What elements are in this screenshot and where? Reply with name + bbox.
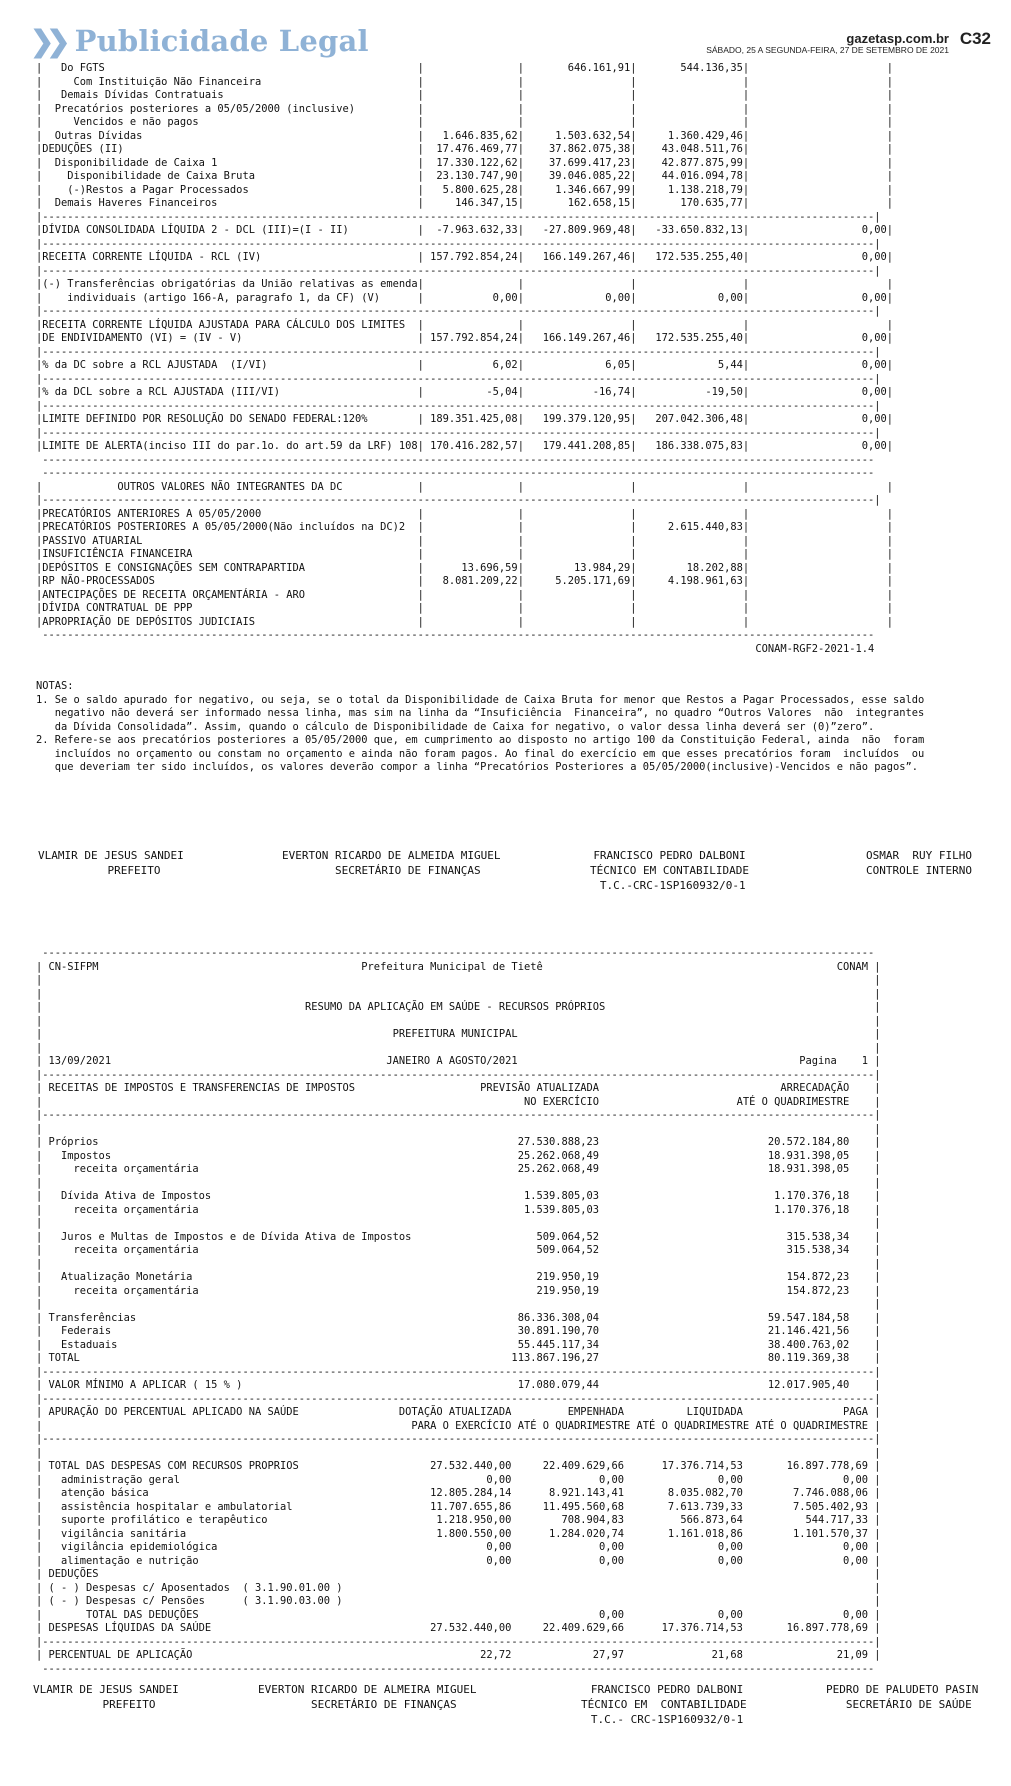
limite-senado-row: |LIMITE DEFINIDO POR RESOLUÇÃO DO SENADO FEDERAL:120% | 189.351.425,08| 199.379.120,95| 207.042.306,48| 0,00| — [36, 413, 894, 425]
divider: |-------------------------------------------------------------------------------------------------------------------------------------| — [36, 305, 881, 317]
table-row: | Demais Haveres Financeiros | 146.347,15| 162.658,15| 170.635,77| | — [36, 197, 894, 209]
brand-title: Publicidade Legal — [74, 24, 369, 58]
percentual-row: | PERCENTUAL DE APLICAÇÃO 22,72 27,97 21,68 21,09 | — [36, 1649, 881, 1661]
table-row: | TOTAL 113.867.196,27 80.119.369,38 | — [36, 1352, 881, 1364]
notes — [36, 680, 924, 775]
divider: |-------------------------------------------------------------------------------------------------------------------------------------| — [36, 494, 881, 506]
brand-logo — [30, 24, 369, 58]
divider: ------------------------------------------------------------------------------------------------------------------------------------- — [36, 467, 881, 479]
signature-block: FRANCISCO PEDRO DALBONI TÉCNICO EM CONTABILIDADE T.C.- CRC-1SP160932/0-1 — [581, 1683, 747, 1726]
table-row: | Atualização Monetária 219.950,19 154.872,23 | — [36, 1271, 881, 1283]
divider: |-------------------------------------------------------------------------------------------------------------------------------------| — [36, 1433, 881, 1445]
table-row: | receita orçamentária 219.950,19 154.872,23 | — [36, 1284, 881, 1297]
table-row: |RP NÃO-PROCESSADOS | 8.081.209,22| 5.205.171,69| 4.198.961,63| | — [36, 575, 894, 587]
table-row: | Federais 30.891.190,70 21.146.421,56 | — [36, 1325, 881, 1337]
apuracao-header: | PARA O EXERCÍCIO ATÉ O QUADRIMESTRE ATÉ O QUADRIMESTRE ATÉ O QUADRIMESTRE | — [36, 1419, 881, 1432]
report-header: | CN-SIFPM Prefeitura Municipal de Tietê CONAM | — [36, 960, 881, 973]
table-row: | Estaduais 55.445.117,34 38.400.763,02 | — [36, 1338, 881, 1351]
divider: |-------------------------------------------------------------------------------------------------------------------------------------| — [36, 426, 881, 439]
table-row: | ( - ) Despesas c/ Aposentados ( 3.1.90.01.00 ) | — [36, 1581, 881, 1594]
note-line: 1. Se o saldo apurado for negativo, ou seja, se o total da Disponibilidade de Caixa Bruta for menor que Restos a Pagar Processados, esse saldo — [36, 693, 925, 706]
pct-dc-row: |% da DC sobre a RCL AJUSTADA (I/VI) | 6,02| 6,05| 5,44| 0,00| — [36, 359, 894, 371]
signature-block: PEDRO DE PALUDETO PASIN SECRETÁRIO DE SAÚDE — [826, 1683, 979, 1711]
divider: ------------------------------------------------------------------------------------------------------------------------------------- — [36, 453, 881, 466]
page-code: C32 — [959, 29, 991, 48]
divider: |-------------------------------------------------------------------------------------------------------------------------------------| — [36, 1109, 881, 1121]
table-row: | receita orçamentária 25.262.068,49 18.931.398,05 | — [36, 1163, 881, 1175]
table-row: | receita orçamentária 509.064,52 315.538,34 | — [36, 1244, 881, 1256]
spacer: | | — [36, 1446, 881, 1459]
divider: |-------------------------------------------------------------------------------------------------------------------------------------| — [36, 237, 881, 250]
spacer: | | — [36, 1122, 881, 1135]
spacer: | | — [36, 974, 881, 986]
table-row: | TOTAL DAS DESPESAS COM RECURSOS PROPRIOS 27.532.440,00 22.409.629,66 17.376.714,53 16.897.778,69 | — [36, 1460, 881, 1472]
table-row: | ( - ) Despesas c/ Pensões ( 3.1.90.03.00 ) | — [36, 1595, 881, 1607]
dcl-liquida-row: |DÍVIDA CONSOLIDADA LÍQUIDA 2 - DCL (III)=(I - II) | -7.963.632,33| -27.809.969,48| -33.650.832,13| 0,00| — [36, 224, 894, 236]
table-row: | Juros e Multas de Impostos e de Dívida Ativa de Impostos 509.064,52 315.538,34 | — [36, 1230, 881, 1243]
report-subtitle: | PREFEITURA MUNICIPAL | — [36, 1028, 881, 1040]
table-row: |DÍVIDA CONTRATUAL DE PPP | | | | | — [36, 602, 894, 614]
valor-minimo-row: | VALOR MÍNIMO A APLICAR ( 15 % ) 17.080.079,44 12.017.905,40 | — [36, 1379, 881, 1391]
table-row: | | — [36, 1298, 881, 1310]
table-row: | receita orçamentária 1.539.805,03 1.170.376,18 | — [36, 1203, 881, 1216]
rcl-ajustada-row: |RECEITA CORRENTE LÍQUIDA AJUSTADA PARA CÁLCULO DOS LIMITES | | | | | — [36, 318, 894, 331]
pct-dcl-row: |% da DCL sobre a RCL AJUSTADA (III/VI) | -5,04| -16,74| -19,50| 0,00| — [36, 386, 894, 398]
table-row: | administração geral 0,00 0,00 0,00 0,00 | — [36, 1473, 881, 1486]
divider: |-------------------------------------------------------------------------------------------------------------------------------------| — [36, 210, 881, 223]
table-row: |PASSIVO ATUARIAL | | | | | — [36, 534, 894, 547]
table-row: | | — [36, 1217, 881, 1229]
table-row: | Do FGTS | | 646.161,91| 544.136,35| | — [36, 62, 894, 74]
dcl-report — [36, 62, 893, 656]
apuracao-header: | APURAÇÃO DO PERCENTUAL APLICADO NA SAÚDE DOTAÇÃO ATUALIZADA EMPENHADA LIQUIDADA PAGA | — [36, 1406, 881, 1418]
table-row: | Vencidos e não pagos | | | | | — [36, 116, 894, 128]
table-row: | Transferências 86.336.308,04 59.547.184,58 | — [36, 1311, 881, 1324]
site-name: gazetasp.com.br — [846, 31, 949, 46]
divider: |-------------------------------------------------------------------------------------------------------------------------------------| — [36, 1635, 881, 1648]
table-row: | Outras Dívidas | 1.646.835,62| 1.503.632,54| 1.360.429,46| | — [36, 129, 894, 142]
signature-block: VLAMIR DE JESUS SANDEI PREFEITO — [38, 849, 184, 877]
signature-block: EVERTON RICARDO DE ALMEIRA MIGUEL SECRETÁRIO DE FINANÇAS — [258, 1683, 477, 1711]
divider: |-------------------------------------------------------------------------------------------------------------------------------------| — [36, 1365, 881, 1378]
signature-block: VLAMIR DE JESUS SANDEI PREFEITO — [33, 1683, 179, 1711]
spacer: | | — [36, 1014, 881, 1027]
receitas-header: | RECEITAS DE IMPOSTOS E TRANSFERENCIAS DE IMPOSTOS PREVISÃO ATUALIZADA ARRECADAÇÃO | — [36, 1082, 881, 1094]
table-row: | Demais Dívidas Contratuais | | | | | — [36, 89, 894, 101]
table-row: | DESPESAS LÍQUIDAS DA SAÚDE 27.532.440,00 22.409.629,66 17.376.714,53 16.897.778,69 | — [36, 1622, 881, 1634]
table-row: |DEDUÇÕES (II) | 17.476.469,77| 37.862.075,38| 43.048.511,76| | — [36, 143, 894, 155]
spacer: | | — [36, 987, 881, 1000]
table-row: | | — [36, 1176, 881, 1189]
signature-block: FRANCISCO PEDRO DALBONI TÉCNICO EM CONTABILIDADE T.C.-CRC-1SP160932/0-1 — [590, 849, 749, 892]
note-line: 2. Refere-se aos precatórios posteriores a 05/05/2000 que, em cumprimento ao disposto no artigo 100 da Constituição Federal, ainda não foram — [36, 734, 925, 746]
divider: ------------------------------------------------------------------------------------------------------------------------------------- — [36, 1662, 881, 1675]
receitas-header: | NO EXERCÍCIO ATÉ O QUADRIMESTRE | — [36, 1095, 881, 1108]
table-row: | Próprios 27.530.888,23 20.572.184,80 | — [36, 1136, 881, 1148]
report-date-line: | 13/09/2021 JANEIRO A AGOSTO/2021 Pagina 1 | — [36, 1055, 881, 1067]
rcl-row: |RECEITA CORRENTE LÍQUIDA - RCL (IV) | 157.792.854,24| 166.149.267,46| 172.535.255,40| 0,00| — [36, 251, 894, 263]
table-row: | Com Instituição Não Financeira | | | | | — [36, 75, 894, 88]
rcl-ajustada-row: |DE ENDIVIDAMENTO (VI) = (IV - V) | 157.792.854,24| 166.149.267,46| 172.535.255,40| 0,00| — [36, 332, 894, 344]
table-row: | assistência hospitalar e ambulatorial 11.707.655,86 11.495.560,68 7.613.739,33 7.505.402,93 | — [36, 1500, 881, 1513]
note-line: negativo não deverá ser informado nessa linha, mas sim na linha da “Insuficiência Financeira”, no quadro “Outros Valores não integrantes — [36, 707, 925, 719]
table-row: | | — [36, 1257, 881, 1270]
table-row: | atenção básica 12.805.284,14 8.921.143,41 8.035.082,70 7.746.088,06 | — [36, 1487, 881, 1499]
table-row: |PRECATÓRIOS POSTERIORES A 05/05/2000(Não incluídos na DC)2 | | | 2.615.440,83| | — [36, 521, 894, 533]
limite-alerta-row: |LIMITE DE ALERTA(inciso III do par.1o. do art.59 da LRF) 108| 170.416.282,57| 179.441.208,85| 186.338.075,83| 0,00| — [36, 440, 894, 452]
note-line: que deveriam ter sido incluídos, os valores deverão compor a linha “Precatórios Posteriores a 05/05/2000(inclusive)-Vencidos e não pagos”. — [36, 761, 919, 773]
table-row: |ANTECIPAÇÕES DE RECEITA ORÇAMENTÁRIA - ARO | | | | | — [36, 588, 894, 601]
table-row: | TOTAL DAS DEDUÇÕES 0,00 0,00 0,00 | — [36, 1608, 881, 1621]
table-row: | Disponibilidade de Caixa 1 | 17.330.122,62| 37.699.417,23| 42.877.875,99| | — [36, 156, 894, 169]
table-row: |INSUFICIÊNCIA FINANCEIRA | | | | | — [36, 548, 894, 560]
table-row: |PRECATÓRIOS ANTERIORES A 05/05/2000 | | | | | — [36, 507, 894, 520]
divider: |-------------------------------------------------------------------------------------------------------------------------------------| — [36, 264, 881, 277]
divider: ------------------------------------------------------------------------------------------------------------------------------------- — [36, 947, 881, 959]
notes-title: NOTAS: — [36, 680, 74, 692]
outros-title: | OUTROS VALORES NÃO INTEGRANTES DA DC | | | | | — [36, 480, 894, 493]
table-row: | alimentação e nutrição 0,00 0,00 0,00 0,00 | — [36, 1554, 881, 1567]
dateline: SÁBADO, 25 A SEGUNDA-FEIRA, 27 DE SETEMBRO DE 2021 — [706, 45, 949, 55]
divider: |-------------------------------------------------------------------------------------------------------------------------------------| — [36, 1068, 881, 1081]
chevron-icon: ❯❯ — [30, 24, 63, 58]
page-header — [0, 0, 1011, 62]
report-code: CONAM-RGF2-2021-1.4 — [36, 642, 875, 655]
divider: |-------------------------------------------------------------------------------------------------------------------------------------| — [36, 399, 881, 412]
transferencias-row: | individuais (artigo 166-A, paragrafo 1, da CF) (V) | 0,00| 0,00| 0,00| 0,00| — [36, 291, 894, 304]
table-row: | Disponibilidade de Caixa Bruta | 23.130.747,90| 39.046.085,22| 44.016.094,78| | — [36, 170, 894, 182]
report-title: | RESUMO DA APLICAÇÃO EM SAÚDE - RECURSOS PRÓPRIOS | — [36, 1001, 881, 1013]
signature-block: EVERTON RICARDO DE ALMEIDA MIGUEL SECRETÁRIO DE FINANÇAS — [282, 849, 501, 877]
table-row: | Dívida Ativa de Impostos 1.539.805,03 1.170.376,18 | — [36, 1190, 881, 1202]
note-line: da Dívida Consolidada”. Assim, quando o cálculo de Disponibilidade de Caixa for negativo, o valor dessa linha deverá ser (0)”zero”. — [36, 720, 875, 733]
table-row: | Precatórios posteriores a 05/05/2000 (inclusive) | | | | | — [36, 102, 894, 115]
table-row: | DEDUÇÕES | — [36, 1568, 881, 1580]
divider: ------------------------------------------------------------------------------------------------------------------------------------- — [36, 629, 881, 641]
table-row: | vigilância epidemiológica 0,00 0,00 0,00 0,00 | — [36, 1541, 881, 1553]
signature-block: OSMAR RUY FILHO CONTROLE INTERNO — [866, 849, 972, 877]
transferencias-row: |(-) Transferências obrigatórias da União relativas as emenda| | | | | — [36, 278, 894, 290]
table-row: | suporte profilático e terapêutico 1.218.950,00 708.904,83 566.873,64 544.717,33 | — [36, 1514, 881, 1526]
table-row: |APROPRIAÇÃO DE DEPÓSITOS JUDICIAIS | | | | | — [36, 615, 894, 628]
divider: |-------------------------------------------------------------------------------------------------------------------------------------| — [36, 1392, 881, 1405]
divider: |-------------------------------------------------------------------------------------------------------------------------------------| — [36, 345, 881, 358]
table-row: |DEPÓSITOS E CONSIGNAÇÕES SEM CONTRAPARTIDA | 13.696,59| 13.984,29| 18.202,88| | — [36, 561, 894, 574]
spacer: | | — [36, 1041, 881, 1054]
divider: |-------------------------------------------------------------------------------------------------------------------------------------| — [36, 372, 881, 385]
note-line: incluídos no orçamento ou constam no orçamento e ainda não foram pagos. Ao final do exercício em que esses precatórios foram incluídos ou — [36, 747, 925, 760]
table-row: | (-)Restos a Pagar Processados | 5.800.625,28| 1.346.667,99| 1.138.218,79| | — [36, 183, 894, 196]
table-row: | vigilância sanitária 1.800.550,00 1.284.020,74 1.161.018,86 1.101.570,37 | — [36, 1527, 881, 1540]
health-report — [36, 947, 881, 1676]
table-row: | Impostos 25.262.068,49 18.931.398,05 | — [36, 1149, 881, 1162]
